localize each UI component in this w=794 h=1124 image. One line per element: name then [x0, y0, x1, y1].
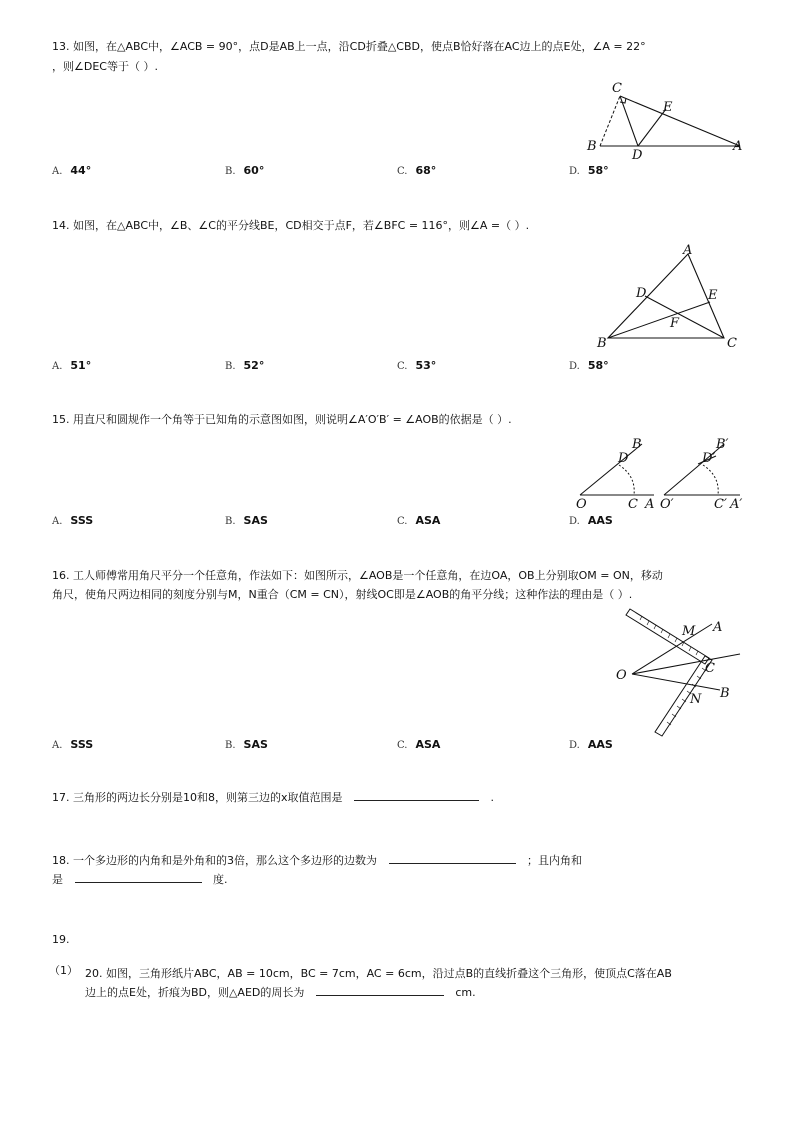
q13-label-b: B [587, 139, 597, 154]
q14-choice-a[interactable]: A. 51° [52, 359, 92, 372]
q15-label-o: O [576, 497, 587, 512]
q18-text-line2-end: 度. [213, 873, 228, 886]
q16-label-n: N [690, 692, 702, 707]
q15-choice-a[interactable]: A. SSS [52, 514, 94, 527]
q14-choice-d[interactable]: D. 58° [569, 359, 609, 372]
q15-label-o-prime: O′ [660, 497, 674, 512]
q18-text-line2-start: 是 [52, 873, 63, 886]
q20-perimeter-blank[interactable] [316, 983, 444, 996]
q16-label-b: B [720, 686, 730, 701]
q17-question [52, 788, 494, 808]
q18-text-middle: ；且内角和 [527, 854, 582, 867]
q15-label-c-prime: C′ [714, 497, 727, 512]
q13-text-line1: 13. 如图，在△ABC中，∠ACB = 90°，点D是AB上一点，沿CD折叠△CBD，使点B恰好落在AC边上的点E处，∠A = 22° [52, 40, 646, 53]
q14-label-c: C [727, 336, 737, 351]
q16-choice-d[interactable]: D. AAS [569, 738, 613, 751]
q20-text-line2-start: 边上的点E处，折痕为BD，则△AED的周长为 [85, 986, 305, 999]
q13-segment-de [638, 109, 666, 146]
q15-figure [570, 432, 750, 514]
q14-label-b: B [597, 336, 607, 351]
q15-text-line1: 15. 用直尺和圆规作一个角等于已知角的示意图如图，则说明∠A′O′B′ = ∠AOB的依据是（ ）. [52, 413, 512, 426]
q15-label-d: D [618, 451, 629, 466]
q16-label-m: M [682, 624, 696, 639]
q14-text-line1: 14. 如图，在△ABC中，∠B、∠C的平分线BE，CD相交于点F，若∠BFC = 116°，则∠A =（ ）. [52, 219, 530, 232]
q13-label-a: A [733, 139, 743, 154]
q16-choice-c[interactable]: C. ASA [397, 738, 441, 751]
q15-choice-d[interactable]: D. AAS [569, 514, 613, 527]
q16-label-o: O [616, 668, 627, 683]
q13-label-c: C [612, 81, 622, 96]
q14-bisector-be [608, 302, 710, 338]
q20-text-line2-end: cm. [455, 986, 476, 999]
q13-choice-b[interactable]: B. 60° [225, 164, 265, 177]
q15-choice-b[interactable]: B. SAS [225, 514, 268, 527]
q16-label-c: C [705, 661, 715, 676]
q13-text-line2: ，则∠DEC等于（ ）. [52, 60, 158, 73]
q17-text-end: . [490, 791, 494, 804]
q14-label-e: E [708, 288, 718, 303]
q17-text: 17. 三角形的两边长分别是10和8，则第三边的x取值范围是 [52, 791, 343, 804]
q14-choice-b[interactable]: B. 52° [225, 359, 265, 372]
q15-arc-d2c2 [703, 465, 718, 495]
q15-label-a-prime: A′ [730, 497, 743, 512]
q14-choice-c[interactable]: C. 53° [397, 359, 437, 372]
q16-text-line1: 16. 工人师傅常用角尺平分一个任意角，作法如下：如图所示，∠AOB是一个任意角，在边OA，OB上分别取OM = ON，移动 [52, 569, 663, 582]
q19-number: 19. [52, 933, 70, 946]
q16-figure [612, 606, 747, 738]
q14-triangle-abc [608, 254, 724, 338]
q16-label-a: A [713, 620, 723, 635]
q16-text-line2: 角尺，使角尺两边相同的刻度分别与M，N重合（CM = CN），射线OC即是∠AOB的角平分线；这种作法的理由是（ ）. [52, 588, 633, 601]
q15-label-c: C [628, 497, 638, 512]
q14-label-d: D [636, 286, 647, 301]
q16-choice-a[interactable]: A. SSS [52, 738, 94, 751]
q13-fold-cd [620, 96, 638, 146]
q15-label-a: A [645, 497, 655, 512]
q18-sides-blank[interactable] [389, 851, 516, 864]
q13-choice-a[interactable]: A. 44° [52, 164, 92, 177]
q13-side-ca [620, 96, 740, 146]
q13-label-d: D [632, 148, 643, 160]
q18-question-line1 [52, 851, 582, 871]
q15-label-b-prime: B′ [716, 437, 729, 452]
q18-question-line2 [52, 870, 228, 890]
q15-arc-dc [619, 465, 634, 495]
q16-ray-ob [632, 674, 720, 690]
q20-question-line2 [85, 983, 476, 1003]
q14-label-a: A [683, 243, 693, 258]
q14-figure [590, 240, 745, 355]
q13-label-e: E [663, 100, 673, 115]
q20-text-line1: 20. 如图，三角形纸片ABC，AB = 10cm，BC = 7cm，AC = 6cm，沿过点B的直线折叠这个三角形，使顶点C落在AB [85, 967, 672, 980]
q13-figure [580, 78, 750, 160]
q19-sub-label: （1） [49, 964, 78, 977]
q18-text: 18. 一个多边形的内角和是外角和的3倍，那么这个多边形的边数为 [52, 854, 377, 867]
q13-choice-d[interactable]: D. 58° [569, 164, 609, 177]
q13-dashed-bc [600, 96, 620, 146]
q15-choice-c[interactable]: C. ASA [397, 514, 441, 527]
q18-angle-sum-blank[interactable] [75, 870, 202, 883]
q17-answer-blank[interactable] [354, 788, 479, 801]
q13-choice-c[interactable]: C. 68° [397, 164, 437, 177]
q15-label-b: B [632, 437, 642, 452]
q16-choice-b[interactable]: B. SAS [225, 738, 268, 751]
q14-label-f: F [670, 316, 680, 331]
q15-label-d-prime: D′ [702, 451, 716, 466]
q16-ruler-top [626, 609, 709, 664]
